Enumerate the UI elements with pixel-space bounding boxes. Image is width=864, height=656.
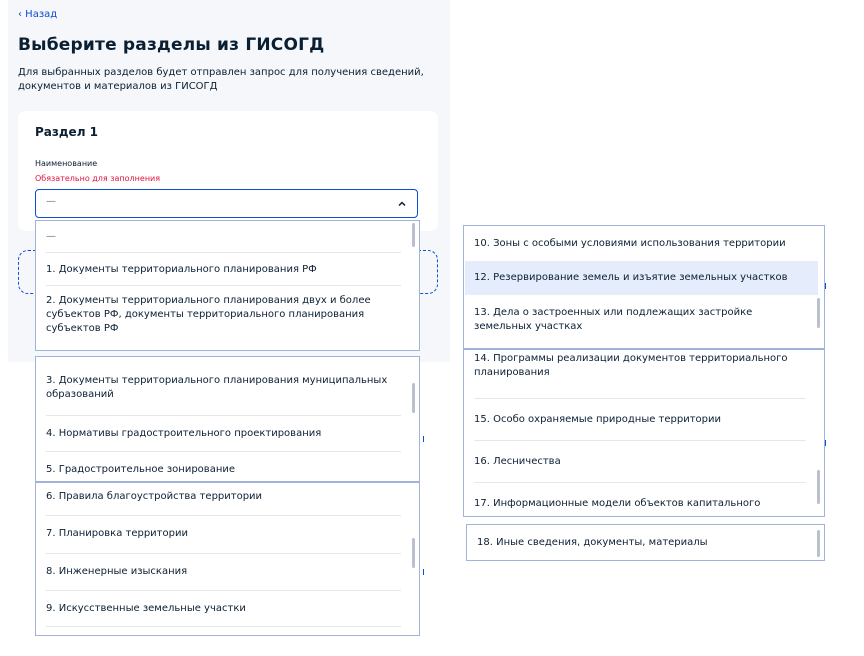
page-description: Для выбранных разделов будет отправлен запрос для получения сведений, документов и материалов из ГИСОГД [18, 67, 424, 92]
option-16[interactable]: 16. Лесничества [474, 456, 561, 467]
option-12[interactable]: 12. Резервирование земель и изъятие земельных участков [474, 272, 788, 283]
scrollbar-thumb[interactable] [817, 530, 820, 557]
connector-tick [423, 569, 424, 575]
scrollbar-thumb[interactable] [412, 383, 415, 413]
dropdown-list [463, 225, 825, 349]
dropdown-list [466, 524, 825, 561]
chevron-up-icon [397, 199, 407, 209]
option-5[interactable]: 5. Градостроительное зонирование [46, 464, 236, 475]
divider [474, 440, 806, 441]
dropdown-list [35, 356, 420, 482]
option-7[interactable]: 7. Планировка территории [46, 528, 188, 539]
section-card [18, 111, 438, 231]
option-14[interactable]: 14. Программы реализации документов территориального планирования [474, 353, 788, 378]
option-6[interactable]: 6. Правила благоустройства территории [46, 491, 263, 502]
option-2[interactable]: 2. Документы территориального планирования двух и более субъектов РФ, документы территориального планирования субъектов РФ [46, 295, 371, 334]
divider [46, 285, 401, 286]
option-1[interactable]: 1. Документы территориального планирования РФ [46, 264, 317, 275]
scrollbar-thumb[interactable] [412, 223, 415, 247]
scrollbar-thumb[interactable] [817, 298, 820, 328]
option-empty[interactable]: — [46, 231, 56, 242]
connector-tick [825, 440, 826, 446]
section-title: Раздел 1 [35, 125, 99, 139]
option-8[interactable]: 8. Инженерные изыскания [46, 566, 188, 577]
select-value: — [46, 196, 56, 207]
divider [46, 451, 401, 452]
back-link[interactable]: ‹ Назад [18, 9, 58, 20]
connector-tick [423, 436, 424, 442]
field-label: Наименование [35, 159, 98, 168]
option-13[interactable]: 13. Дела о застроенных или подлежащих застройке земельных участках [474, 307, 753, 332]
option-3[interactable]: 3. Документы территориального планирования муниципальных образований [46, 375, 388, 400]
required-note: Обязательно для заполнения [35, 174, 161, 183]
divider [46, 590, 401, 591]
scrollbar-thumb[interactable] [412, 538, 415, 568]
option-17[interactable]: 17. Информационные модели объектов капитального [474, 498, 761, 509]
option-4[interactable]: 4. Нормативы градостроительного проектирования [46, 428, 322, 439]
divider [46, 626, 401, 627]
dropdown-list [35, 220, 420, 351]
divider [46, 553, 401, 554]
divider [474, 482, 806, 483]
divider [474, 398, 806, 399]
page-title: Выберите разделы из ГИСОГД [18, 35, 325, 55]
option-10[interactable]: 10. Зоны с особыми условиями использования территории [474, 238, 786, 249]
option-9[interactable]: 9. Искусственные земельные участки [46, 603, 246, 614]
dropdown-list [463, 349, 825, 517]
divider [46, 252, 401, 253]
dropdown-list [35, 482, 420, 636]
option-18[interactable]: 18. Иные сведения, документы, материалы [477, 537, 708, 548]
option-15[interactable]: 15. Особо охраняемые природные территории [474, 414, 722, 425]
name-select[interactable] [35, 189, 418, 218]
scrollbar-thumb[interactable] [817, 470, 820, 504]
divider [46, 415, 401, 416]
divider [46, 515, 401, 516]
connector-tick [825, 283, 826, 289]
